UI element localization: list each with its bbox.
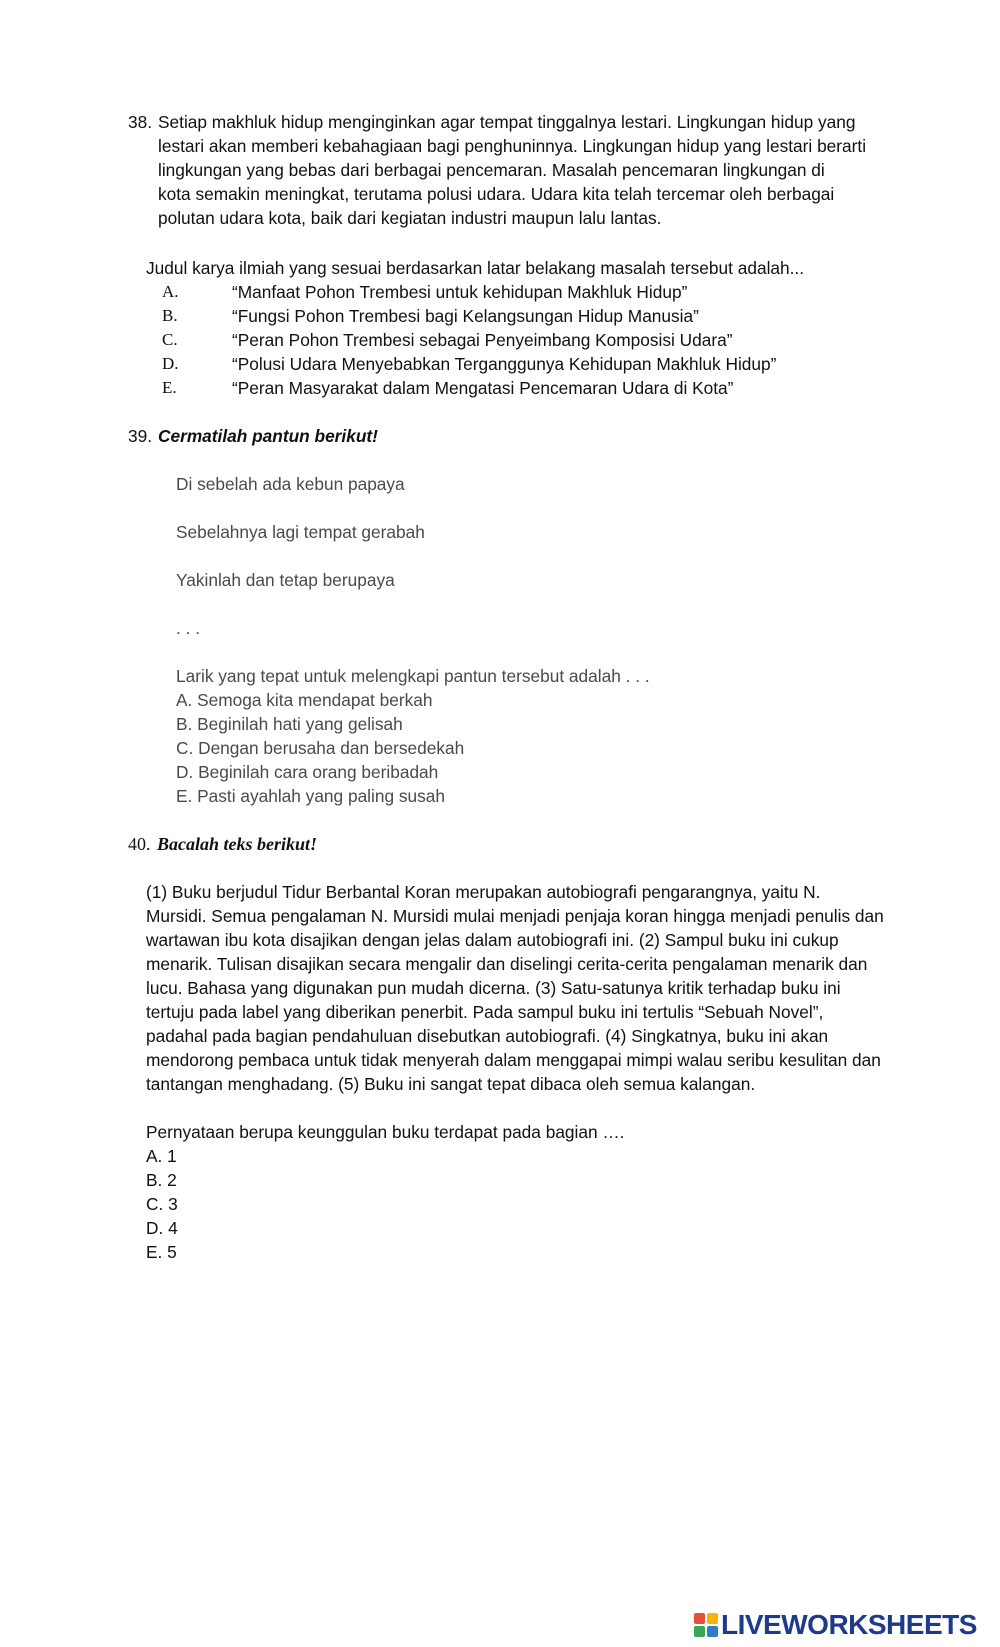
logo-square <box>694 1613 705 1624</box>
q38-paragraph-line: lingkungan yang bebas dari berbagai pencemaran. Masalah pencemaran lingkungan di <box>158 160 825 180</box>
logo-square <box>707 1613 718 1624</box>
logo-square <box>707 1626 718 1637</box>
q40-paragraph-line: (1) Buku berjudul Tidur Berbantal Koran merupakan autobiografi pengarangnya, yaitu N. <box>146 882 821 902</box>
q38-option-text: “Peran Pohon Trembesi sebagai Penyeimbang Komposisi Udara” <box>232 330 733 350</box>
q40-option: E. 5 <box>146 1242 177 1262</box>
q38-question: Judul karya ilmiah yang sesuai berdasarkan latar belakang masalah tersebut adalah... <box>146 258 805 278</box>
q38-option-text: “Manfaat Pohon Trembesi untuk kehidupan Makhluk Hidup” <box>232 282 688 302</box>
q39-question: Larik yang tepat untuk melengkapi pantun tersebut adalah . . . <box>176 666 650 686</box>
q39-number: 39. <box>128 426 153 446</box>
q39-option: B. Beginilah hati yang gelisah <box>176 714 403 734</box>
q38-paragraph-line: Setiap makhluk hidup menginginkan agar tempat tinggalnya lestari. Lingkungan hidup yang <box>158 112 856 132</box>
q38-option-text: “Polusi Udara Menyebabkan Terganggunya Kehidupan Makhluk Hidup” <box>232 354 777 374</box>
logo-text: LIVEWORKSHEETS <box>721 1609 977 1640</box>
q38-option-letter: C. <box>162 330 178 349</box>
q38-paragraph-line: kota semakin meningkat, terutama polusi udara. Udara kita telah tercemar oleh berbagai <box>158 184 835 204</box>
q38-option-letter: B. <box>162 306 178 325</box>
q38-option-letter: D. <box>162 354 179 373</box>
q40-paragraph-line: lucu. Bahasa yang digunakan pun mudah dicerna. (3) Satu-satunya kritik terhadap buku ini <box>146 978 841 998</box>
q40-paragraph-line: tertuju pada label yang diberikan penerbit. Pada sampul buku ini tertulis “Sebuah Novel”, <box>146 1002 824 1022</box>
q40-paragraph-line: wartawan ibu kota disajikan dengan jelas dalam autobiografi ini. (2) Sampul buku ini cukup <box>146 930 839 950</box>
q40-question: Pernyataan berupa keunggulan buku terdapat pada bagian …. <box>146 1122 625 1142</box>
q38-option-letter: E. <box>162 378 177 397</box>
q40-paragraph-line: mendorong pembaca untuk tidak menyerah dalam menggapai mimpi walau seribu kesulitan dan <box>146 1050 881 1070</box>
q40-paragraph-line: tantangan menghadang. (5) Buku ini sangat tepat dibaca oleh semua kalangan. <box>146 1074 756 1094</box>
pantun-line: Sebelahnya lagi tempat gerabah <box>176 522 425 542</box>
q38-option-text: “Fungsi Pohon Trembesi bagi Kelangsungan Hidup Manusia” <box>232 306 699 326</box>
q39-instruction: Cermatilah pantun berikut! <box>158 426 378 446</box>
q40-paragraph-line: Mursidi. Semua pengalaman N. Mursidi mulai menjadi penjaja koran hingga menjadi penulis dan <box>146 906 884 926</box>
q39-option: A. Semoga kita mendapat berkah <box>176 690 433 710</box>
q40-paragraph-line: menarik. Tulisan disajikan secara mengalir dan diselingi cerita-cerita pengalaman menarik dan <box>146 954 868 974</box>
logo-square <box>694 1626 705 1637</box>
q38-option-text: “Peran Masyarakat dalam Mengatasi Pencemaran Udara di Kota” <box>232 378 734 398</box>
pantun-line: Yakinlah dan tetap berupaya <box>176 570 395 590</box>
q38-paragraph-line: polutan udara kota, baik dari kegiatan industri maupun lalu lantas. <box>158 208 662 228</box>
q40-option: B. 2 <box>146 1170 177 1190</box>
q39-option: E. Pasti ayahlah yang paling susah <box>176 786 445 806</box>
q40-option: D. 4 <box>146 1218 178 1238</box>
logo-grid-icon <box>694 1613 718 1637</box>
q39-option: D. Beginilah cara orang beribadah <box>176 762 439 782</box>
q40-instruction: Bacalah teks berikut! <box>157 834 318 854</box>
pantun-line: Di sebelah ada kebun papaya <box>176 474 405 494</box>
q40-paragraph-line: padahal pada bagian pendahuluan disebutkan autobiografi. (4) Singkatnya, buku ini akan <box>146 1026 829 1046</box>
liveworksheets-logo <box>694 1609 994 1641</box>
q39-option: C. Dengan berusaha dan bersedekah <box>176 738 465 758</box>
q40-option: A. 1 <box>146 1146 177 1166</box>
q40-number: 40. <box>128 834 151 854</box>
q38-number: 38. <box>128 112 153 132</box>
q38-paragraph-line: lestari akan memberi kebahagiaan bagi penghuninnya. Lingkungan hidup yang lestari berarti <box>158 136 867 156</box>
q38-option-letter: A. <box>162 282 179 301</box>
q40-option: C. 3 <box>146 1194 178 1214</box>
pantun-line: . . . <box>176 618 201 638</box>
